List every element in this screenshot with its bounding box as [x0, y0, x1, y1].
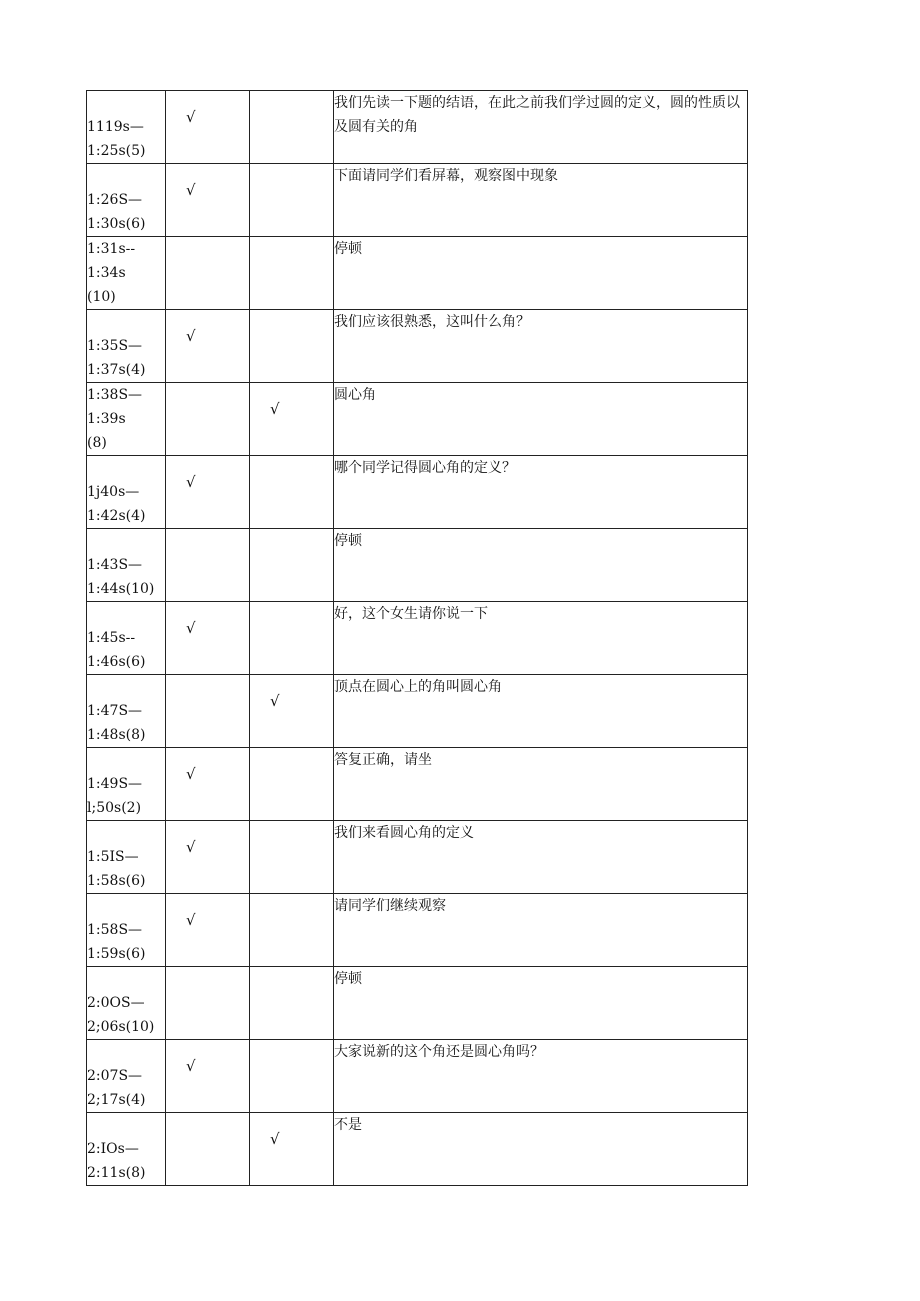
- utterance-text: 停顿: [334, 529, 748, 602]
- time-cell: [87, 529, 166, 602]
- teacher-mark-cell: [166, 91, 250, 164]
- time-range: 1:35S— 1:37s(4): [87, 338, 146, 378]
- teacher-mark-cell: [166, 456, 250, 529]
- check-mark-icon: √: [270, 692, 280, 710]
- student-mark-cell: [250, 894, 334, 967]
- table-row: [87, 602, 748, 675]
- check-mark-icon: √: [186, 911, 196, 929]
- utterance-text: 停顿: [334, 967, 748, 1040]
- student-mark-cell: [250, 529, 334, 602]
- student-mark-cell: [250, 602, 334, 675]
- teacher-mark-cell: [166, 237, 250, 310]
- utterance-text: 圆心角: [334, 383, 748, 456]
- table-row: [87, 456, 748, 529]
- time-range: 1:31s-- 1:34s (10): [87, 241, 136, 305]
- teacher-mark-cell: [166, 675, 250, 748]
- time-range: 1:58S— 1:59s(6): [87, 922, 146, 962]
- time-cell: [87, 967, 166, 1040]
- student-mark-cell: [250, 1113, 334, 1186]
- time-cell: [87, 1113, 166, 1186]
- utterance-text: 下面请同学们看屏幕，观察图中现象: [334, 164, 748, 237]
- teacher-mark-cell: [166, 383, 250, 456]
- table-row: [87, 91, 748, 164]
- time-range: 1:38S— 1:39s (8): [87, 387, 143, 451]
- time-cell: [87, 383, 166, 456]
- time-cell: [87, 237, 166, 310]
- utterance-text: 顶点在圆心上的角叫圆心角: [334, 675, 748, 748]
- utterance-text: 大家说新的这个角还是圆心角吗？: [334, 1040, 748, 1113]
- check-mark-icon: √: [186, 108, 196, 126]
- utterance-text: 我们来看圆心角的定义: [334, 821, 748, 894]
- check-mark-icon: √: [270, 1130, 280, 1148]
- time-cell: [87, 748, 166, 821]
- teacher-mark-cell: [166, 821, 250, 894]
- student-mark-cell: [250, 1040, 334, 1113]
- time-range: 2:0OS— 2;06s(10): [87, 995, 155, 1035]
- student-mark-cell: [250, 310, 334, 383]
- check-mark-icon: √: [270, 400, 280, 418]
- table-row: [87, 894, 748, 967]
- table-row: [87, 237, 748, 310]
- time-cell: [87, 91, 166, 164]
- time-cell: [87, 894, 166, 967]
- table-row: [87, 748, 748, 821]
- teacher-mark-cell: [166, 1040, 250, 1113]
- check-mark-icon: √: [186, 838, 196, 856]
- utterance-text: 请同学们继续观察: [334, 894, 748, 967]
- student-mark-cell: [250, 456, 334, 529]
- student-mark-cell: [250, 675, 334, 748]
- teacher-mark-cell: [166, 529, 250, 602]
- time-range: 1:43S— 1:44s(10): [87, 557, 155, 597]
- time-cell: [87, 310, 166, 383]
- student-mark-cell: [250, 164, 334, 237]
- table-row: [87, 383, 748, 456]
- time-range: 2:07S— 2;17s(4): [87, 1068, 146, 1108]
- table-row: [87, 675, 748, 748]
- table-row: [87, 529, 748, 602]
- time-range: 1:26S— 1:30s(6): [87, 192, 146, 232]
- time-range: 1:47S— 1:48s(8): [87, 703, 146, 743]
- table-row: [87, 967, 748, 1040]
- teacher-mark-cell: [166, 602, 250, 675]
- time-cell: [87, 821, 166, 894]
- teacher-mark-cell: [166, 310, 250, 383]
- student-mark-cell: [250, 237, 334, 310]
- check-mark-icon: √: [186, 1057, 196, 1075]
- time-cell: [87, 675, 166, 748]
- utterance-text: 我们先读一下题的结语，在此之前我们学过圆的定义，圆的性质以及圆有关的角: [334, 91, 748, 164]
- time-cell: [87, 164, 166, 237]
- time-cell: [87, 602, 166, 675]
- observation-table-body: [87, 91, 748, 1186]
- time-range: 1:49S— l;50s(2): [87, 776, 143, 816]
- check-mark-icon: √: [186, 619, 196, 637]
- teacher-mark-cell: [166, 748, 250, 821]
- teacher-mark-cell: [166, 967, 250, 1040]
- time-range: 1:5IS— 1:58s(6): [87, 849, 146, 889]
- utterance-text: 不是: [334, 1113, 748, 1186]
- check-mark-icon: √: [186, 765, 196, 783]
- table-row: [87, 1113, 748, 1186]
- teacher-mark-cell: [166, 164, 250, 237]
- table-row: [87, 821, 748, 894]
- student-mark-cell: [250, 91, 334, 164]
- student-mark-cell: [250, 967, 334, 1040]
- time-range: 1:45s-- 1:46s(6): [87, 630, 146, 670]
- check-mark-icon: √: [186, 473, 196, 491]
- teacher-mark-cell: [166, 1113, 250, 1186]
- check-mark-icon: √: [186, 181, 196, 199]
- utterance-text: 好，这个女生请你说一下: [334, 602, 748, 675]
- time-range: 2:IOs— 2:11s(8): [87, 1141, 146, 1181]
- utterance-text: 哪个同学记得圆心角的定义？: [334, 456, 748, 529]
- utterance-text: 答复正确，请坐: [334, 748, 748, 821]
- student-mark-cell: [250, 748, 334, 821]
- utterance-text: 停顿: [334, 237, 748, 310]
- table-row: [87, 1040, 748, 1113]
- table-row: [87, 164, 748, 237]
- time-cell: [87, 1040, 166, 1113]
- student-mark-cell: [250, 383, 334, 456]
- observation-table: [86, 90, 748, 1186]
- time-cell: [87, 456, 166, 529]
- utterance-text: 我们应该很熟悉，这叫什么角？: [334, 310, 748, 383]
- student-mark-cell: [250, 821, 334, 894]
- check-mark-icon: √: [186, 327, 196, 345]
- time-range: 1119s— 1:25s(5): [87, 119, 146, 159]
- time-range: 1j40s— 1:42s(4): [87, 484, 146, 524]
- table-row: [87, 310, 748, 383]
- teacher-mark-cell: [166, 894, 250, 967]
